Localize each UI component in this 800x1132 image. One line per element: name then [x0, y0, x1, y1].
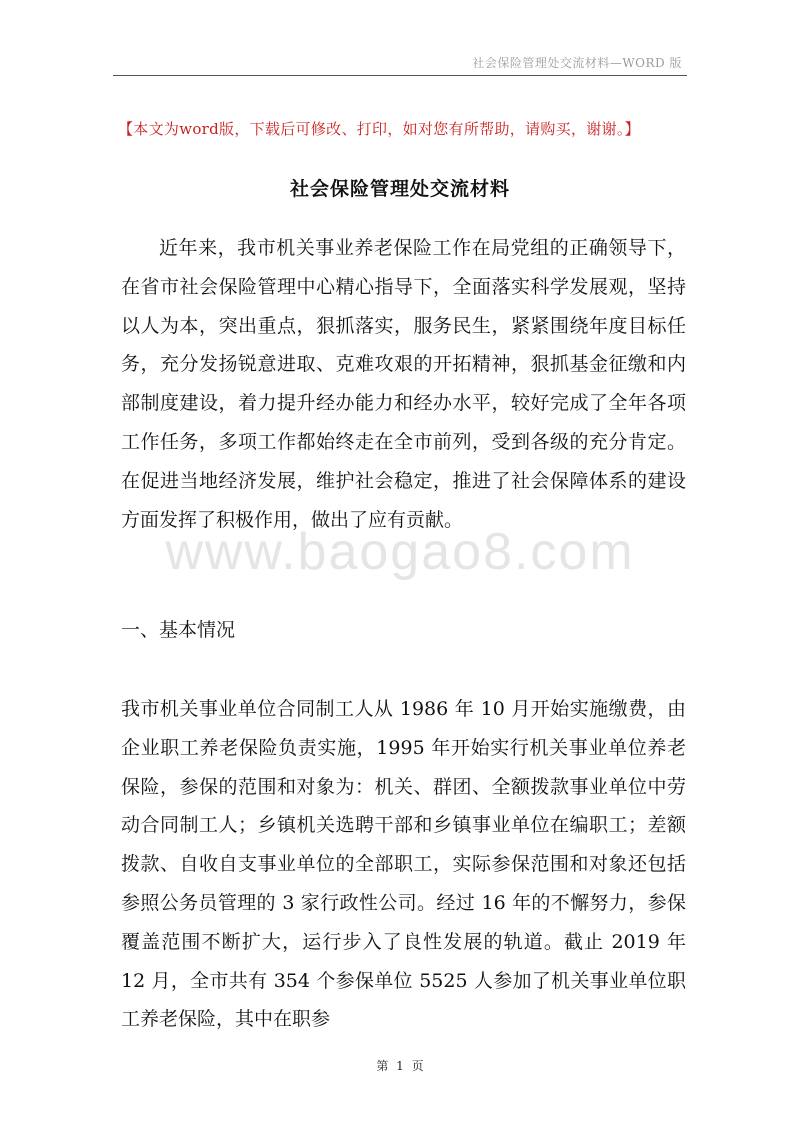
header-divider	[113, 75, 687, 76]
section-paragraph: 我市机关事业单位合同制工人从 1986 年 10 月开始实施缴费，由企业职工养老保险负责实施，1995 年开始实行机关事业单位养老保险，参保的范围和对象为：机关、群团、全额拨款事业单位中劳动合同制工人；乡镇机关选聘干部和乡镇事业单位在编职工；差额拨款、自收自支事业单位的全部职工，实际参保范围和对象还包括参照公务员管理的 3 家行政性公司。经过 16 年的不懈努力，参保覆盖范围不断扩大，运行步入了良性发展的轨道。截止 2019 年 12 月，全市共有 354 个参保单位 5525 人参加了机关事业单位职工养老保险，其中在职参	[121, 698, 686, 1031]
page-number: 第 1 页	[376, 1059, 424, 1073]
section-heading: 一、基本情况	[121, 619, 236, 641]
document-title: 社会保险管理处交流材料	[289, 178, 510, 200]
running-header: 社会保险管理处交流材料—WORD 版	[472, 56, 682, 70]
intro-paragraph: 近年来，我市机关事业养老保险工作在局党组的正确领导下，在省市社会保险管理中心精心指导下，全面落实科学发展观，坚持以人为本，突出重点，狠抓落实，服务民生，紧紧围绕年度目标任务，充分发扬锐意进取、克难攻艰的开拓精神，狠抓基金征缴和内部制度建设，着力提升经办能力和经办水平，较好完成了全年各项工作任务，多项工作都始终走在全市前列，受到各级的充分肯定。在促进当地经济发展，维护社会稳定，推进了社会保障体系的建设方面发挥了积极作用，做出了应有贡献。	[121, 237, 686, 531]
watermark-text: www.baogao8.com	[165, 523, 635, 581]
purchase-notice: 【本文为word版，下载后可修改、打印，如对您有所帮助，请购买，谢谢。】	[118, 120, 640, 138]
